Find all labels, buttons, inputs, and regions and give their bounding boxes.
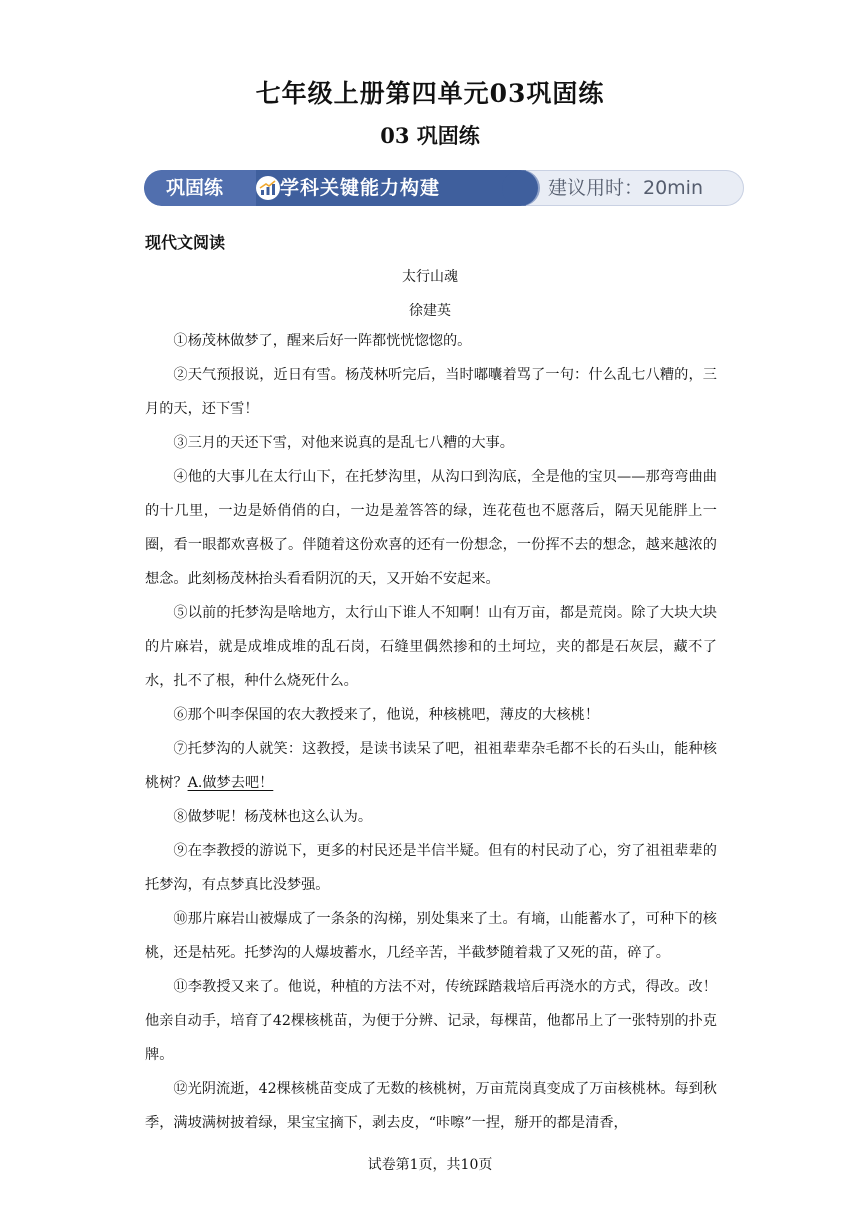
chart-icon: [256, 176, 280, 200]
paragraph: ①杨茂林做梦了，醒来后好一阵都恍恍惚惚的。: [173, 333, 472, 349]
paragraph-7-text: ⑦托梦沟的人就笑：这教授，是读书读呆了吧，祖祖辈辈杂毛都不长的石头山，能种核桃树？: [145, 741, 717, 791]
paragraph: ⑫光阴流逝，42棵核桃苗变成了无数的核桃树，万亩荒岗真变成了万亩核桃林。每到秋季，满坡满树披着绿，果宝宝摘下，剥去皮，“咔嚓”一捏，掰开的都是清香，: [145, 1081, 717, 1131]
banner-time-label: 建议用时：20min: [548, 177, 704, 199]
banner-tab-label: 巩固练: [166, 177, 224, 199]
banner-arrow-cap: [502, 170, 538, 206]
article-author: 徐建英: [409, 303, 451, 319]
paragraph: ⑨在李教授的游说下，更多的村民还是半信半疑。但有的村民动了心，穷了祖祖辈辈的托梦沟，有点梦真比没梦强。: [145, 843, 717, 893]
paragraph-7: [145, 732, 717, 800]
document-title: 七年级上册第四单元03巩固练: [255, 79, 605, 108]
banner-main-label: 学科关键能力构建: [280, 177, 441, 199]
article-body: [145, 324, 717, 1140]
section-heading: 现代文阅读: [145, 233, 226, 252]
page-footer: 试卷第1页，共10页: [367, 1157, 493, 1173]
document-subtitle: 03 巩固练: [380, 123, 480, 148]
section-banner: [144, 170, 744, 206]
paragraph: ⑧做梦呢！杨茂林也这么认为。: [173, 809, 373, 825]
paragraph: ③三月的天还下雪，对他来说真的是乱七八糟的大事。: [173, 435, 514, 451]
paragraph: ④他的大事儿在太行山下，在托梦沟里，从沟口到沟底，全是他的宝贝——那弯弯曲曲的十几里，一边是娇俏俏的白，一边是羞答答的绿，连花苞也不愿落后，隔天见能胖上一圈，看一眼都欢喜极了。伴随着这份欢喜的还有一份想念，一份挥不去的想念，越来越浓的想念。此刻杨茂林抬头看看阴沉的天，又开始不安起来。: [145, 469, 717, 587]
paragraph: ⑩那片麻岩山被爆成了一条条的沟梯，别处集来了土。有墒，山能蓄水了，可种下的核桃，还是枯死。托梦沟的人爆坡蓄水，几经辛苦，半截梦随着栽了又死的苗，碎了。: [145, 911, 717, 961]
paragraph: ②天气预报说，近日有雪。杨茂林听完后，当时嘟囔着骂了一句：什么乱七八糟的，三月的天，还下雪！: [145, 367, 717, 417]
paragraph: ⑤以前的托梦沟是啥地方，太行山下谁人不知啊！山有万亩，都是荒岗。除了大块大块的片麻岩，就是成堆成堆的乱石岗，石缝里偶然掺和的土坷垃，夹的都是石灰层，藏不了水，扎不了根，种什么烧死什么。: [145, 605, 717, 689]
paragraph: ⑪李教授又来了。他说，种植的方法不对，传统踩踏栽培后再浇水的方式，得改。改！他亲自动手，培育了42棵核桃苗，为便于分辨、记录，每棵苗，他都吊上了一张特别的扑克牌。: [145, 979, 717, 1063]
article-title: 太行山魂: [402, 269, 458, 285]
underlined-sentence-a: A.做梦去吧！: [187, 775, 274, 791]
paragraph: ⑥那个叫李保国的农大教授来了，他说，种核桃吧，薄皮的大核桃！: [173, 707, 600, 723]
